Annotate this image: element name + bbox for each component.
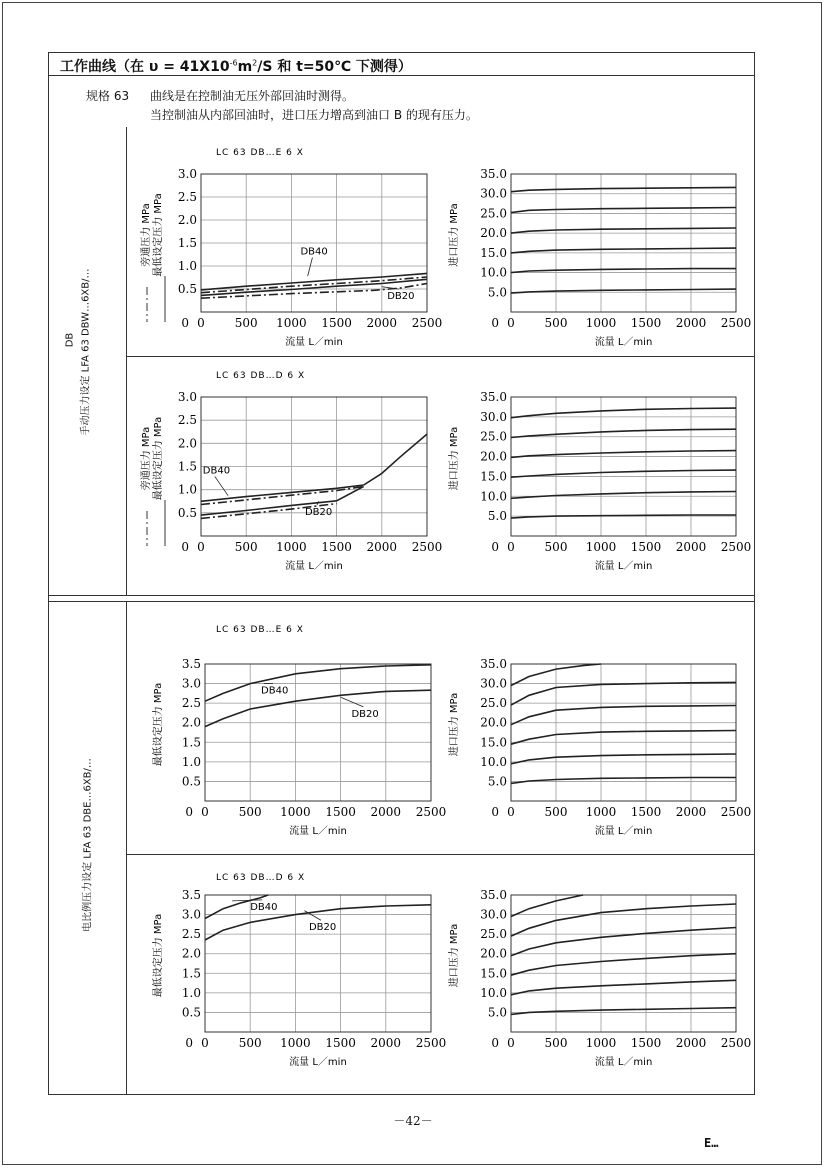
y-axis-label-min: 最低设定压力 MPa: [153, 193, 164, 277]
y-tick-label: 0.5: [181, 1005, 201, 1020]
x-tick-label: 500: [544, 316, 568, 330]
y-tick-label: 15.0: [480, 469, 507, 484]
y-axis-label-min: 最低设定压力 MPa: [153, 416, 164, 501]
y-tick-label: 15.0: [480, 245, 507, 260]
title-mid: m: [237, 59, 253, 75]
chart-prop-left-2: [151, 873, 446, 1068]
y-tick-label: 35.0: [480, 657, 507, 671]
y-tick-label: 0: [181, 316, 189, 330]
description-line-2: 当控制油从内部回油时，进口压力增高到油口 B 的现有压力。: [150, 108, 478, 122]
series-line-5: [511, 492, 736, 499]
annotation-leader: [232, 900, 262, 901]
spec-label: 规格 63: [86, 89, 130, 103]
annotation-label: DB40: [202, 465, 231, 477]
title-sup-sq: 2: [252, 58, 258, 68]
manual-section-sublabel: DB: [64, 332, 76, 348]
x-tick-label: 0: [507, 316, 515, 330]
series-line-3: [511, 706, 736, 725]
y-tick-label: 25.0: [480, 927, 507, 942]
chart-prop-right-2: [447, 888, 751, 1068]
series-line-2: [511, 682, 736, 705]
y-tick-label: 2.5: [181, 696, 201, 711]
x-tick-label: 500: [544, 805, 568, 819]
y-tick-label: 0: [491, 1036, 499, 1050]
y-tick-label: 3.5: [181, 657, 201, 671]
x-tick-label: 2500: [411, 316, 443, 330]
chart-manual-right-2: [447, 390, 751, 572]
x-axis-label: 流量 L／min: [594, 826, 653, 837]
x-tick-label: 1500: [325, 805, 356, 819]
y-axis-label-inlet: 进口压力 MPa: [449, 692, 460, 757]
title-prefix: 工作曲线（在 υ = 41X10: [60, 59, 230, 75]
y-tick-label: 1.5: [177, 236, 197, 250]
x-axis-label: 流量 L／min: [594, 561, 653, 572]
description-line-1: 曲线是在控制油无压外部回油时测得。: [150, 89, 355, 103]
x-tick-label: 1500: [630, 805, 662, 819]
x-tick-label: 2000: [370, 1036, 402, 1050]
y-axis-label-min: 最低设定压力 MPa: [153, 913, 164, 998]
y-tick-label: 20.0: [480, 449, 507, 464]
annotation-label: DB20: [351, 708, 379, 720]
x-tick-label: 1500: [321, 540, 352, 554]
x-tick-label: 1500: [630, 1036, 662, 1050]
x-tick-label: 1500: [321, 316, 352, 330]
series-line-5: [511, 269, 736, 273]
chart-title: LC 63 DB…D 6 X: [216, 873, 306, 883]
y-tick-label: 10.0: [480, 985, 507, 1000]
x-axis-label: 流量 L／min: [289, 826, 347, 837]
x-tick-label: 1000: [585, 1036, 617, 1050]
y-tick-label: 3.0: [181, 676, 201, 691]
y-tick-label: 3.0: [181, 907, 201, 922]
x-tick-label: 1000: [585, 805, 617, 819]
x-tick-label: 2000: [366, 540, 398, 554]
y-tick-label: 5.0: [487, 1005, 507, 1020]
series-line-1: [511, 187, 736, 191]
prop-section-label: 电比例压力设定 LFA 63 DBE…6XB/…: [82, 758, 94, 932]
y-tick-label: 25.0: [480, 696, 507, 711]
y-tick-label: 0: [181, 540, 189, 554]
series-line-1: [511, 408, 736, 418]
chart-title: LC 63 DB…D 6 X: [216, 371, 306, 381]
series-line-5: [364, 434, 427, 485]
y-tick-label: 35.0: [480, 167, 507, 181]
y-tick-label: 30.0: [480, 409, 507, 424]
y-tick-label: 0: [185, 805, 193, 819]
y-axis-label-min: 最低设定压力 MPa: [153, 682, 164, 767]
series-line-1: [205, 665, 431, 701]
x-tick-label: 2500: [411, 540, 443, 554]
y-tick-label: 0.5: [181, 774, 201, 789]
x-tick-label: 2500: [720, 805, 752, 819]
chart-manual-right: [447, 167, 751, 348]
series-line-5: [511, 754, 736, 764]
y-tick-label: 1.0: [177, 482, 197, 497]
y-tick-label: 1.0: [177, 259, 197, 273]
x-tick-label: 1000: [276, 540, 307, 554]
x-tick-label: 2500: [415, 1036, 447, 1050]
x-tick-label: 0: [507, 1036, 515, 1050]
y-tick-label: 5.0: [487, 285, 507, 300]
y-tick-label: 1.5: [181, 735, 201, 750]
y-tick-label: 5.0: [487, 774, 507, 789]
chart-prop-right: [447, 657, 751, 837]
y-tick-label: 10.0: [480, 265, 507, 280]
series-line-6: [511, 1008, 736, 1015]
y-tick-label: 2.0: [181, 715, 201, 730]
annotation-label: DB20: [304, 507, 333, 519]
y-tick-label: 2.0: [181, 946, 201, 961]
x-axis-label: 流量 L／min: [285, 337, 343, 348]
series-line-6: [511, 778, 736, 784]
series-line-1: [511, 895, 583, 917]
title-suffix: /S 和 t=50℃ 下测得）: [257, 59, 412, 75]
series-line-2: [205, 690, 431, 726]
plot-frame: [205, 664, 431, 801]
y-axis-label-bypass: 旁通压力 MPa: [141, 426, 152, 491]
x-tick-label: 1500: [630, 540, 662, 554]
annotation-leader: [341, 697, 364, 707]
series-line-4: [511, 954, 736, 976]
chart-prop-left: [151, 625, 446, 837]
x-axis-label: 流量 L／min: [285, 561, 343, 572]
series-line-2: [511, 208, 736, 213]
x-tick-label: 500: [544, 1036, 568, 1050]
x-tick-label: 500: [234, 540, 258, 554]
x-axis-label: 流量 L／min: [289, 1057, 347, 1068]
y-tick-label: 25.0: [480, 206, 507, 221]
y-tick-label: 2.0: [177, 213, 197, 227]
x-tick-label: 500: [544, 540, 568, 554]
annotation-label: DB20: [308, 922, 337, 934]
chart-manual-left-2: [139, 371, 442, 572]
chart-manual-left: [139, 148, 442, 348]
y-tick-label: 2.0: [177, 436, 197, 451]
y-tick-label: 25.0: [480, 429, 507, 444]
y-tick-label: 35.0: [480, 888, 507, 902]
series-line-4: [511, 248, 736, 253]
x-tick-label: 2000: [675, 540, 707, 554]
x-tick-label: 1500: [630, 316, 662, 330]
y-tick-label: 3.0: [177, 390, 197, 404]
x-tick-label: 0: [197, 316, 205, 330]
x-tick-label: 2000: [370, 805, 402, 819]
series-line-2: [201, 486, 364, 504]
y-tick-label: 2.5: [177, 413, 197, 428]
x-tick-label: 0: [507, 805, 515, 819]
x-tick-label: 500: [234, 316, 258, 330]
y-tick-label: 15.0: [480, 735, 507, 750]
y-tick-label: 0: [491, 316, 499, 330]
y-axis-label-inlet: 进口压力 MPa: [449, 426, 460, 491]
x-tick-label: 2000: [366, 316, 398, 330]
x-tick-label: 2500: [415, 805, 447, 819]
corner-mark: E…: [704, 1136, 719, 1150]
y-tick-label: 20.0: [480, 226, 507, 241]
x-tick-label: 2500: [720, 316, 752, 330]
manual-section-label: 手动压力设定 LFA 63 DBW…6XB/…: [80, 268, 92, 436]
y-tick-label: 30.0: [480, 676, 507, 691]
y-tick-label: 20.0: [480, 946, 507, 961]
y-axis-label-inlet: 进口压力 MPa: [449, 203, 460, 267]
y-tick-label: 3.5: [181, 888, 201, 902]
y-tick-label: 1.0: [181, 754, 201, 769]
x-tick-label: 1000: [276, 316, 307, 330]
series-line-2: [511, 429, 736, 437]
x-tick-label: 500: [238, 1036, 262, 1050]
annotation-label: DB40: [261, 685, 289, 697]
y-tick-label: 10.0: [480, 754, 507, 769]
annotation-label: DB40: [250, 901, 278, 913]
series-line-2: [511, 904, 736, 936]
y-axis-label-inlet: 进口压力 MPa: [449, 923, 460, 988]
y-tick-label: 1.5: [181, 966, 201, 981]
y-tick-label: 2.5: [181, 927, 201, 942]
x-axis-label: 流量 L／min: [594, 1057, 653, 1068]
y-tick-label: 10.0: [480, 489, 507, 504]
x-tick-label: 0: [197, 540, 205, 554]
series-line-3: [511, 928, 736, 956]
y-tick-label: 1.0: [181, 985, 201, 1000]
x-tick-label: 2500: [720, 1036, 752, 1050]
page-number: －42－: [393, 1114, 433, 1128]
plot-frame: [205, 895, 431, 1032]
y-tick-label: 0.5: [177, 505, 197, 520]
x-tick-label: 1000: [280, 805, 311, 819]
y-tick-label: 35.0: [480, 390, 507, 404]
x-tick-label: 0: [201, 805, 209, 819]
y-tick-label: 5.0: [487, 509, 507, 524]
x-tick-label: 0: [507, 540, 515, 554]
x-tick-label: 2000: [675, 316, 707, 330]
y-axis-label-bypass: 旁通压力 MPa: [141, 203, 152, 267]
chart-title: LC 63 DB…E 6 X: [216, 625, 304, 635]
y-tick-label: 0: [491, 540, 499, 554]
series-line-3: [511, 228, 736, 233]
x-tick-label: 1000: [280, 1036, 311, 1050]
x-tick-label: 0: [201, 1036, 209, 1050]
x-tick-label: 1500: [325, 1036, 356, 1050]
x-axis-label: 流量 L／min: [594, 337, 653, 348]
y-tick-label: 0.5: [177, 282, 197, 296]
y-tick-label: 15.0: [480, 966, 507, 981]
y-tick-label: 0: [185, 1036, 193, 1050]
chart-title: LC 63 DB…E 6 X: [216, 148, 304, 158]
annotation-leader: [215, 476, 228, 495]
title-sup-exp: -6: [229, 58, 238, 68]
y-tick-label: 30.0: [480, 186, 507, 201]
y-tick-label: 3.0: [177, 167, 197, 181]
x-tick-label: 1000: [585, 540, 617, 554]
y-tick-label: 30.0: [480, 907, 507, 922]
y-tick-label: 0: [491, 805, 499, 819]
y-tick-label: 20.0: [480, 715, 507, 730]
y-tick-label: 2.5: [177, 190, 197, 204]
series-line-6: [511, 515, 736, 518]
annotation-label: DB40: [300, 246, 328, 258]
x-tick-label: 2500: [720, 540, 752, 554]
x-tick-label: 500: [238, 805, 262, 819]
x-tick-label: 2000: [675, 805, 707, 819]
x-tick-label: 2000: [675, 1036, 707, 1050]
y-tick-label: 1.5: [177, 459, 197, 474]
annotation-label: DB20: [387, 291, 415, 303]
annotation-leader: [308, 258, 313, 277]
x-tick-label: 1000: [585, 316, 617, 330]
